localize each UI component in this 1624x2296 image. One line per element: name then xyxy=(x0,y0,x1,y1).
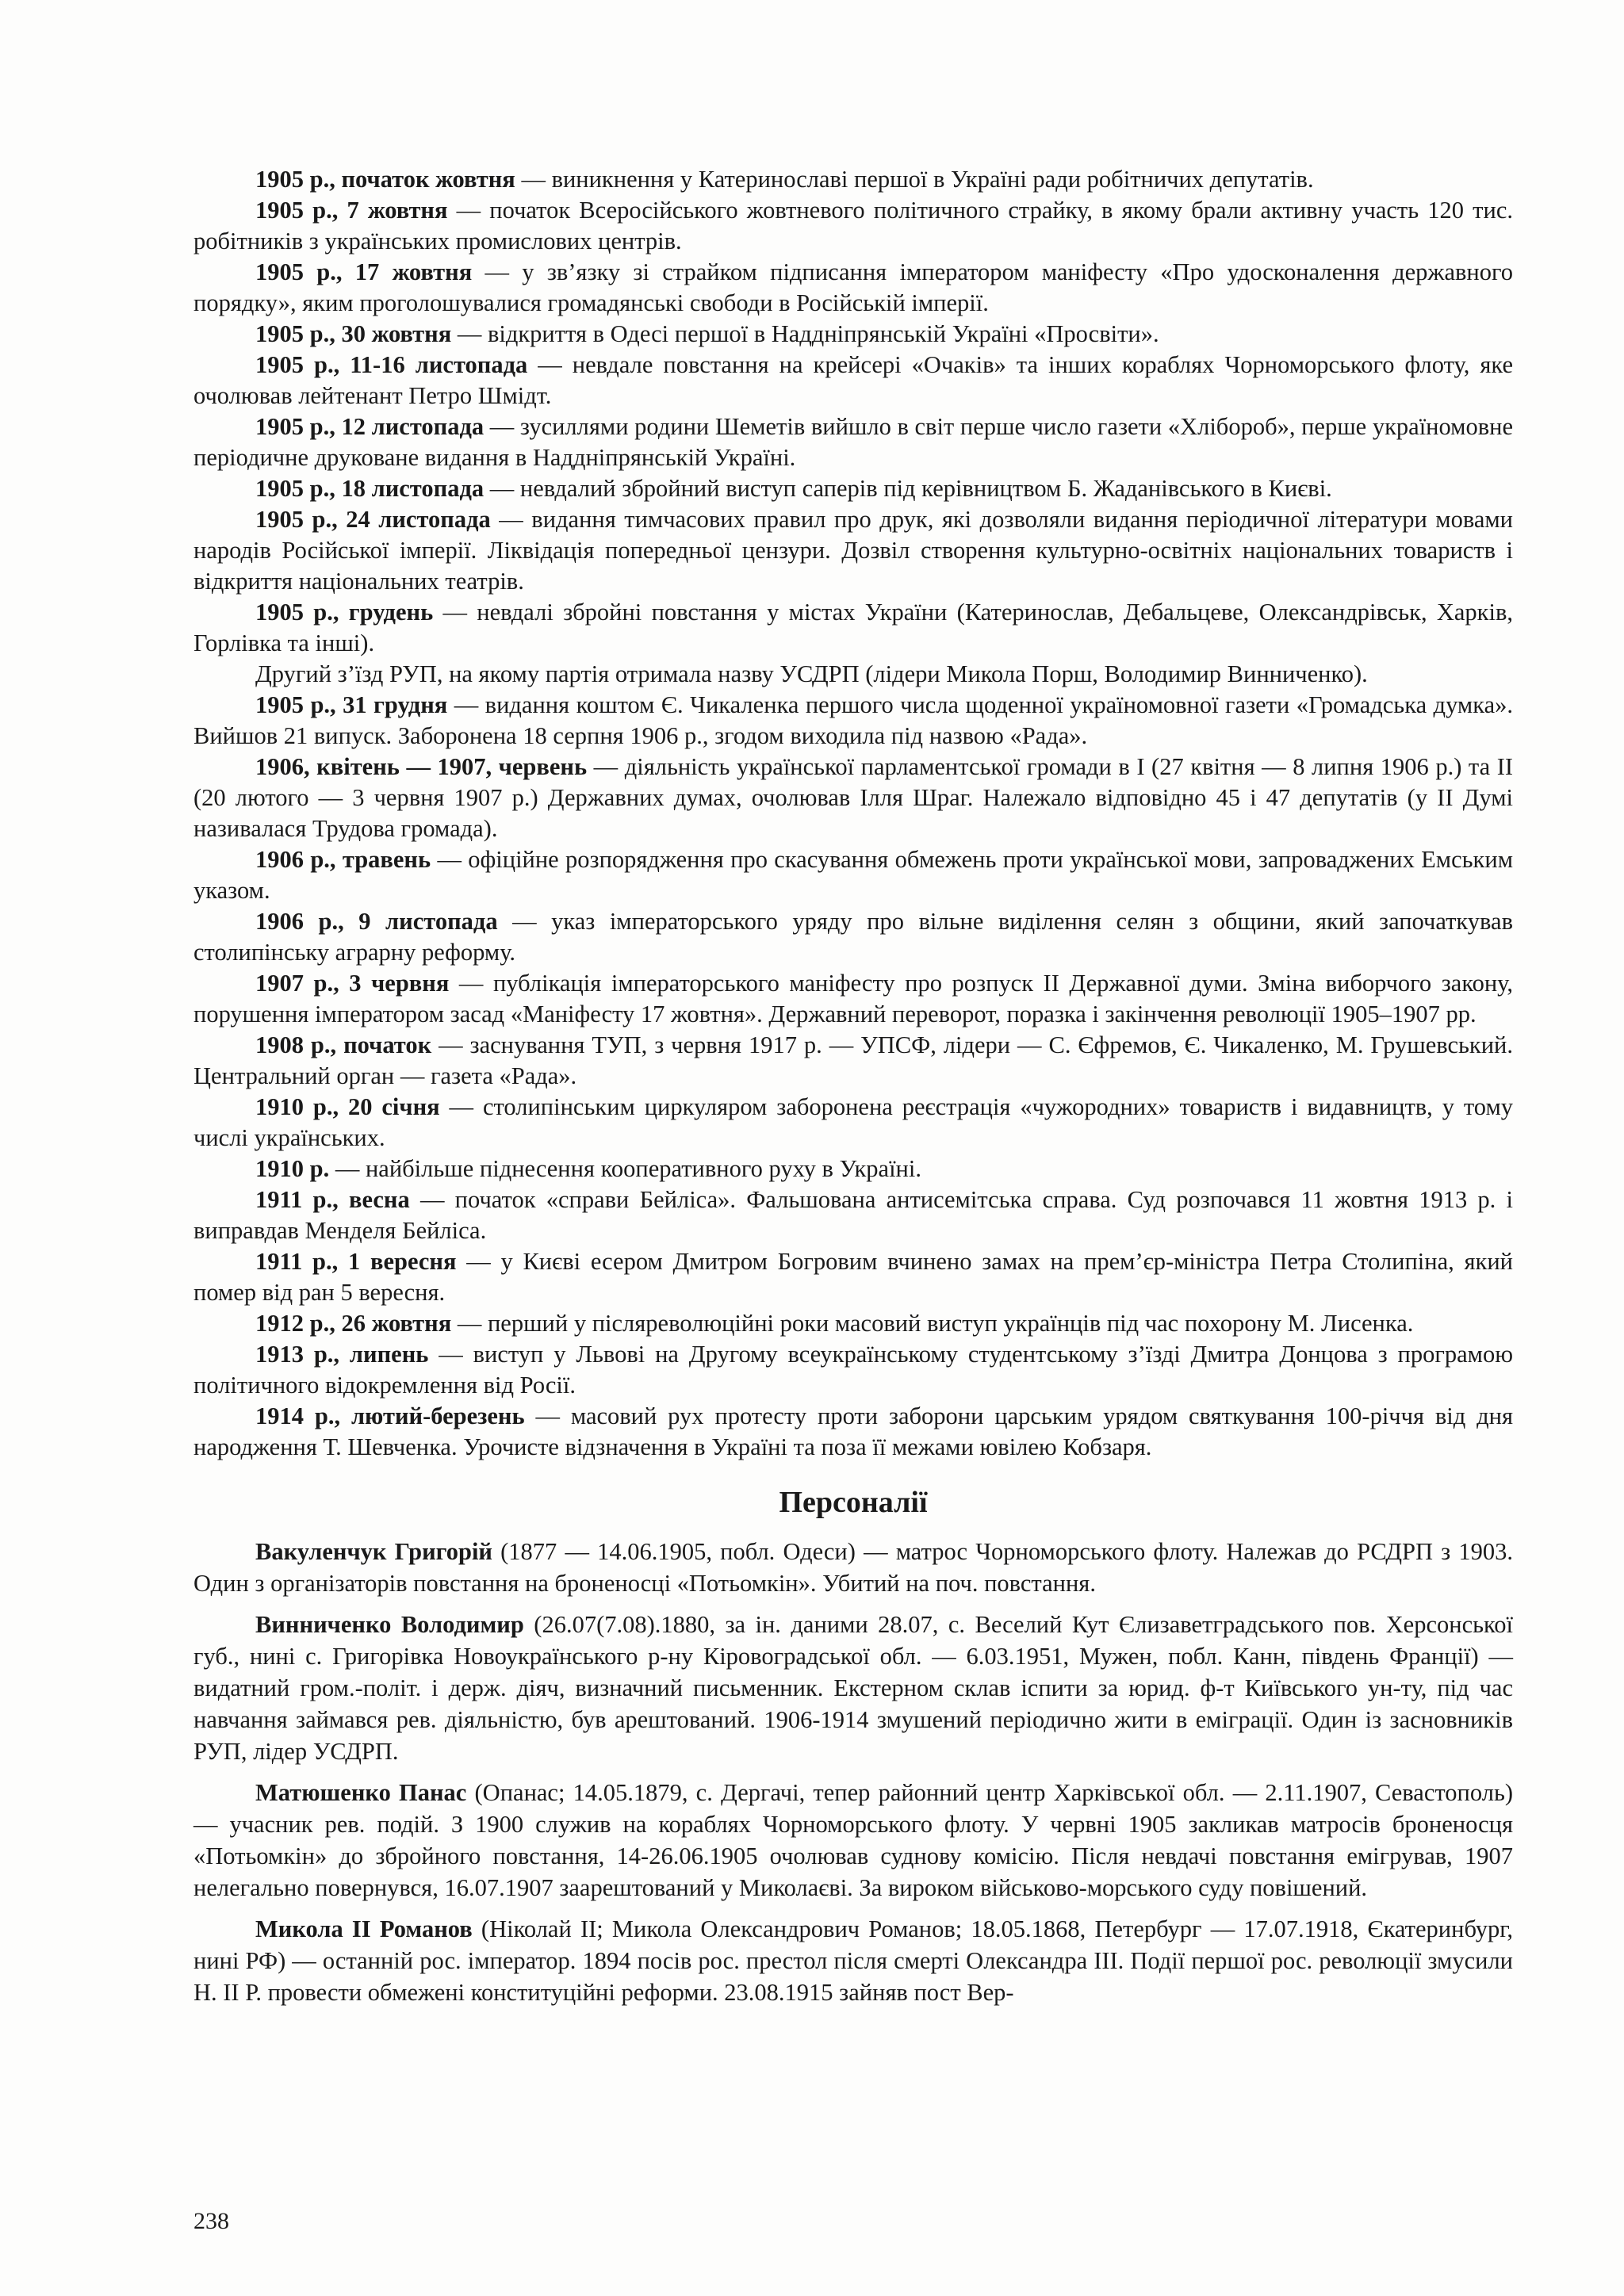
person-name: Матюшенко Панас xyxy=(255,1779,467,1806)
chronology-entry xyxy=(193,195,1513,257)
entry-date: 1911 р., 1 вересня xyxy=(255,1248,457,1275)
chronology-entry xyxy=(193,411,1513,473)
entry-date: 1911 р., весна xyxy=(255,1186,410,1213)
entry-text: — публікація імператорського маніфесту про розпуск II Державної думи. Зміна виборчого закону, порушення імператором засад «Маніфесту 17 жовтня». Державний переворот, поразка і закінчення революції 1905–1907 рр. xyxy=(193,970,1513,1027)
entry-text: Другий з’їзд РУП, на якому партія отримала назву УСДРП (лідери Микола Порш, Володимир Винниченко). xyxy=(255,660,1368,687)
chronology-entry xyxy=(193,473,1513,504)
entry-text: — найбільше піднесення кооперативного руху в Україні. xyxy=(329,1155,921,1182)
page-number: 238 xyxy=(193,2208,229,2234)
chronology-entry xyxy=(193,844,1513,906)
entry-date: 1906 р., травень xyxy=(255,846,431,873)
entry-date: 1910 р. xyxy=(255,1155,330,1182)
entry-date: 1907 р., 3 червня xyxy=(255,970,450,997)
personality-entry xyxy=(193,1913,1513,2008)
entry-text: — виникнення у Катеринославі першої в Україні ради робітничих депутатів. xyxy=(515,166,1314,193)
entry-date: 1905 р., 7 жовтня xyxy=(255,197,448,224)
chronology-entry xyxy=(193,1308,1513,1339)
chronology-entry xyxy=(193,690,1513,752)
entry-date: 1908 р., початок xyxy=(255,1031,432,1058)
chronology-entry xyxy=(193,164,1513,195)
entry-date: 1905 р., 30 жовтня xyxy=(255,320,452,347)
chronology-entry xyxy=(193,1339,1513,1401)
chronology-entry xyxy=(193,659,1513,690)
entry-date: 1905 р., 12 листопада xyxy=(255,413,485,440)
person-text: (Ніколай II; Микола Олександрович Романов; 18.05.1868, Петербург — 17.07.1918, Єкатеринбург, нині РФ) — останній рос. імператор. 1894 посів рос. престол після смерті Олександра III. Події першої рос. революції змусили Н. II Р. провести обмежені конституційні реформи. 23.08.1915 зайняв пост Вер- xyxy=(193,1915,1513,2006)
entry-date: 1905 р., початок жовтня xyxy=(255,166,515,193)
entry-text: — невдалі збройні повстання у містах України (Катеринослав, Дебальцеве, Олександрівськ, Харків, Горлівка та інші). xyxy=(193,599,1513,656)
chronology-entry xyxy=(193,1401,1513,1463)
chronology-entry xyxy=(193,257,1513,319)
entry-text: — масовий рух протесту проти заборони царським урядом святкування 100-річчя від дня народження Т. Шевченка. Урочисте відзначення в Україні та поза її межами ювілею Кобзаря. xyxy=(193,1402,1513,1460)
entry-date: 1905 р., 11-16 листопада xyxy=(255,351,528,378)
entry-text: — видання коштом Є. Чикаленка першого числа щоденної україномовної газети «Громадська думка». Вийшов 21 випуск. Заборонена 18 серпня 1906 р., згодом виходила під назвою «Рада». xyxy=(193,691,1513,749)
text-column xyxy=(193,164,1513,2018)
chronology-entry xyxy=(193,597,1513,659)
chronology-entry xyxy=(193,319,1513,350)
chronology-entry xyxy=(193,752,1513,844)
chronology-entry xyxy=(193,1154,1513,1184)
entry-text: — у зв’язку зі страйком підписання імператором маніфесту «Про удосконалення державного порядку», яким проголошувалися громадянські свободи в Російській імперії. xyxy=(193,258,1514,316)
personality-entry xyxy=(193,1777,1513,1904)
entry-text: — зусиллями родини Шеметів вийшло в світ перше число газети «Хлібороб», перше україномовне періодичне друковане видання в Наддніпрянській Україні. xyxy=(193,413,1513,471)
entry-text: — заснування ТУП, з червня 1917 р. — УПСФ, лідери — С. Єфремов, Є. Чикаленко, М. Грушевський. Центральний орган — газета «Рада». xyxy=(193,1031,1513,1089)
entry-text: — офіційне розпорядження про скасування обмежень проти української мови, запроваджених Емським указом. xyxy=(193,846,1513,904)
person-text: (Опанас; 14.05.1879, с. Дергачі, тепер районний центр Харківської обл. — 2.11.1907, Севастополь) — учасник рев. подій. З 1900 служив на кораблях Чорноморського флоту. У червні 1905 закликав матросів броненосця «Потьомкін» до збройного повстання, 14-26.06.1905 очолював суднову комісію. Після невдачі повстання емігрував, 1907 нелегально повернувся, 16.07.1907 заарештований у Миколаєві. За вироком військово-морського суду повішений. xyxy=(193,1779,1514,1901)
person-name: Микола II Романов xyxy=(255,1915,473,1942)
entry-text: — указ імператорського уряду про вільне виділення селян з общини, який започаткував столипінську аграрну реформу. xyxy=(193,908,1513,966)
personality-entry xyxy=(193,1536,1513,1599)
entry-text: — столипінським циркуляром заборонена реєстрація «чужородних» товариств і видавництв, у тому числі українських. xyxy=(193,1093,1513,1151)
chronology-entry xyxy=(193,906,1513,968)
entry-date: 1912 р., 26 жовтня xyxy=(255,1310,452,1337)
entry-date: 1905 р., 24 листопада xyxy=(255,506,491,533)
entry-text: — початок Всеросійського жовтневого політичного страйку, в якому брали активну участь 120 тис. робітників з українських промислових центрів. xyxy=(193,197,1513,254)
entry-date: 1905 р., 18 листопада xyxy=(255,475,485,502)
chronology-entry xyxy=(193,1030,1513,1092)
chronology-entry xyxy=(193,504,1513,597)
entry-text: — у Києві есером Дмитром Богровим вчинено замах на прем’єр-міністра Петра Столипіна, який помер від ран 5 вересня. xyxy=(193,1248,1513,1306)
personality-entry xyxy=(193,1609,1513,1767)
entry-text: — невдалий збройний виступ саперів під керівництвом Б. Жаданівського в Києві. xyxy=(484,475,1332,502)
person-name: Вакуленчук Григорій xyxy=(255,1538,492,1565)
entry-text: — виступ у Львові на Другому всеукраїнському студентському з’їзді Дмитра Донцова з програмою політичного відокремлення від Росії. xyxy=(193,1341,1513,1399)
entry-date: 1905 р., 31 грудня xyxy=(255,691,448,718)
person-text: (1877 — 14.06.1905, побл. Одеси) — матрос Чорноморського флоту. Належав до РСДРП з 1903. Один з організаторів повстання на броненосці «Потьомкін». Убитий на поч. повстання. xyxy=(193,1538,1513,1597)
entry-text: — діяльність української парламентської громади в І (27 квітня — 8 липня 1906 р.) та II (20 лютого — 3 червня 1907 р.) Державних думах, очолював Ілля Шраг. Належало відповідно 45 і 47 депутатів (у II Думі називалася Трудова громада). xyxy=(193,753,1514,842)
entry-date: 1910 р., 20 січня xyxy=(255,1093,440,1120)
entry-date: 1914 р., лютий-березень xyxy=(255,1402,525,1429)
entry-date: 1906 р., 9 листопада xyxy=(255,908,498,935)
person-text: (26.07(7.08).1880, за ін. даними 28.07, с. Веселий Кут Єлизаветградського пов. Херсонської губ., нині с. Григорівка Новоукраїнського р-ну Кіровоградської обл. — 6.03.1951, Мужен, побл. Канн, південь Франції) — видатний гром.-політ. і держ. діяч, визначний письменник. Екстерном склав іспити за юрид. ф-т Київського ун-ту, під час навчання займався рев. діяльністю, був арештований. 1906-1914 змушений періодично жити в еміграції. Один із засновників РУП, лідер УСДРП. xyxy=(193,1611,1514,1765)
chronology-entry xyxy=(193,1246,1513,1308)
entry-text: — невдале повстання на крейсері «Очаків» та інших кораблях Чорноморського флоту, яке очолював лейтенант Петро Шмідт. xyxy=(193,351,1513,409)
entry-text: — видання тимчасових правил про друк, які дозволяли видання періодичної літератури мовами народів Російської імперії. Ліквідація попередньої цензури. Дозвіл створення культурно-освітніх національних товариств і відкриття національних театрів. xyxy=(193,506,1513,595)
entry-date: 1913 р., липень xyxy=(255,1341,429,1368)
chronology-entry xyxy=(193,968,1513,1030)
entry-date: 1905 р., грудень xyxy=(255,599,434,626)
section-title: Персоналії xyxy=(779,1486,928,1519)
chronology-entry xyxy=(193,350,1513,411)
entry-date: 1905 р., 17 жовтня xyxy=(255,258,473,285)
chronology-entry xyxy=(193,1184,1513,1246)
entry-text: — перший у післяреволюційні роки масовий виступ українців під час похорону М. Лисенка. xyxy=(451,1310,1414,1337)
person-name: Винниченко Володимир xyxy=(255,1611,524,1638)
entry-text: — відкриття в Одесі першої в Наддніпрянській Україні «Просвіти». xyxy=(451,320,1159,347)
entry-date: 1906, квітень — 1907, червень xyxy=(255,753,588,780)
chronology-entry xyxy=(193,1092,1513,1154)
entry-text: — початок «справи Бейліса». Фальшована антисемітська справа. Суд розпочався 11 жовтня 1913 р. і виправдав Менделя Бейліса. xyxy=(193,1186,1513,1244)
